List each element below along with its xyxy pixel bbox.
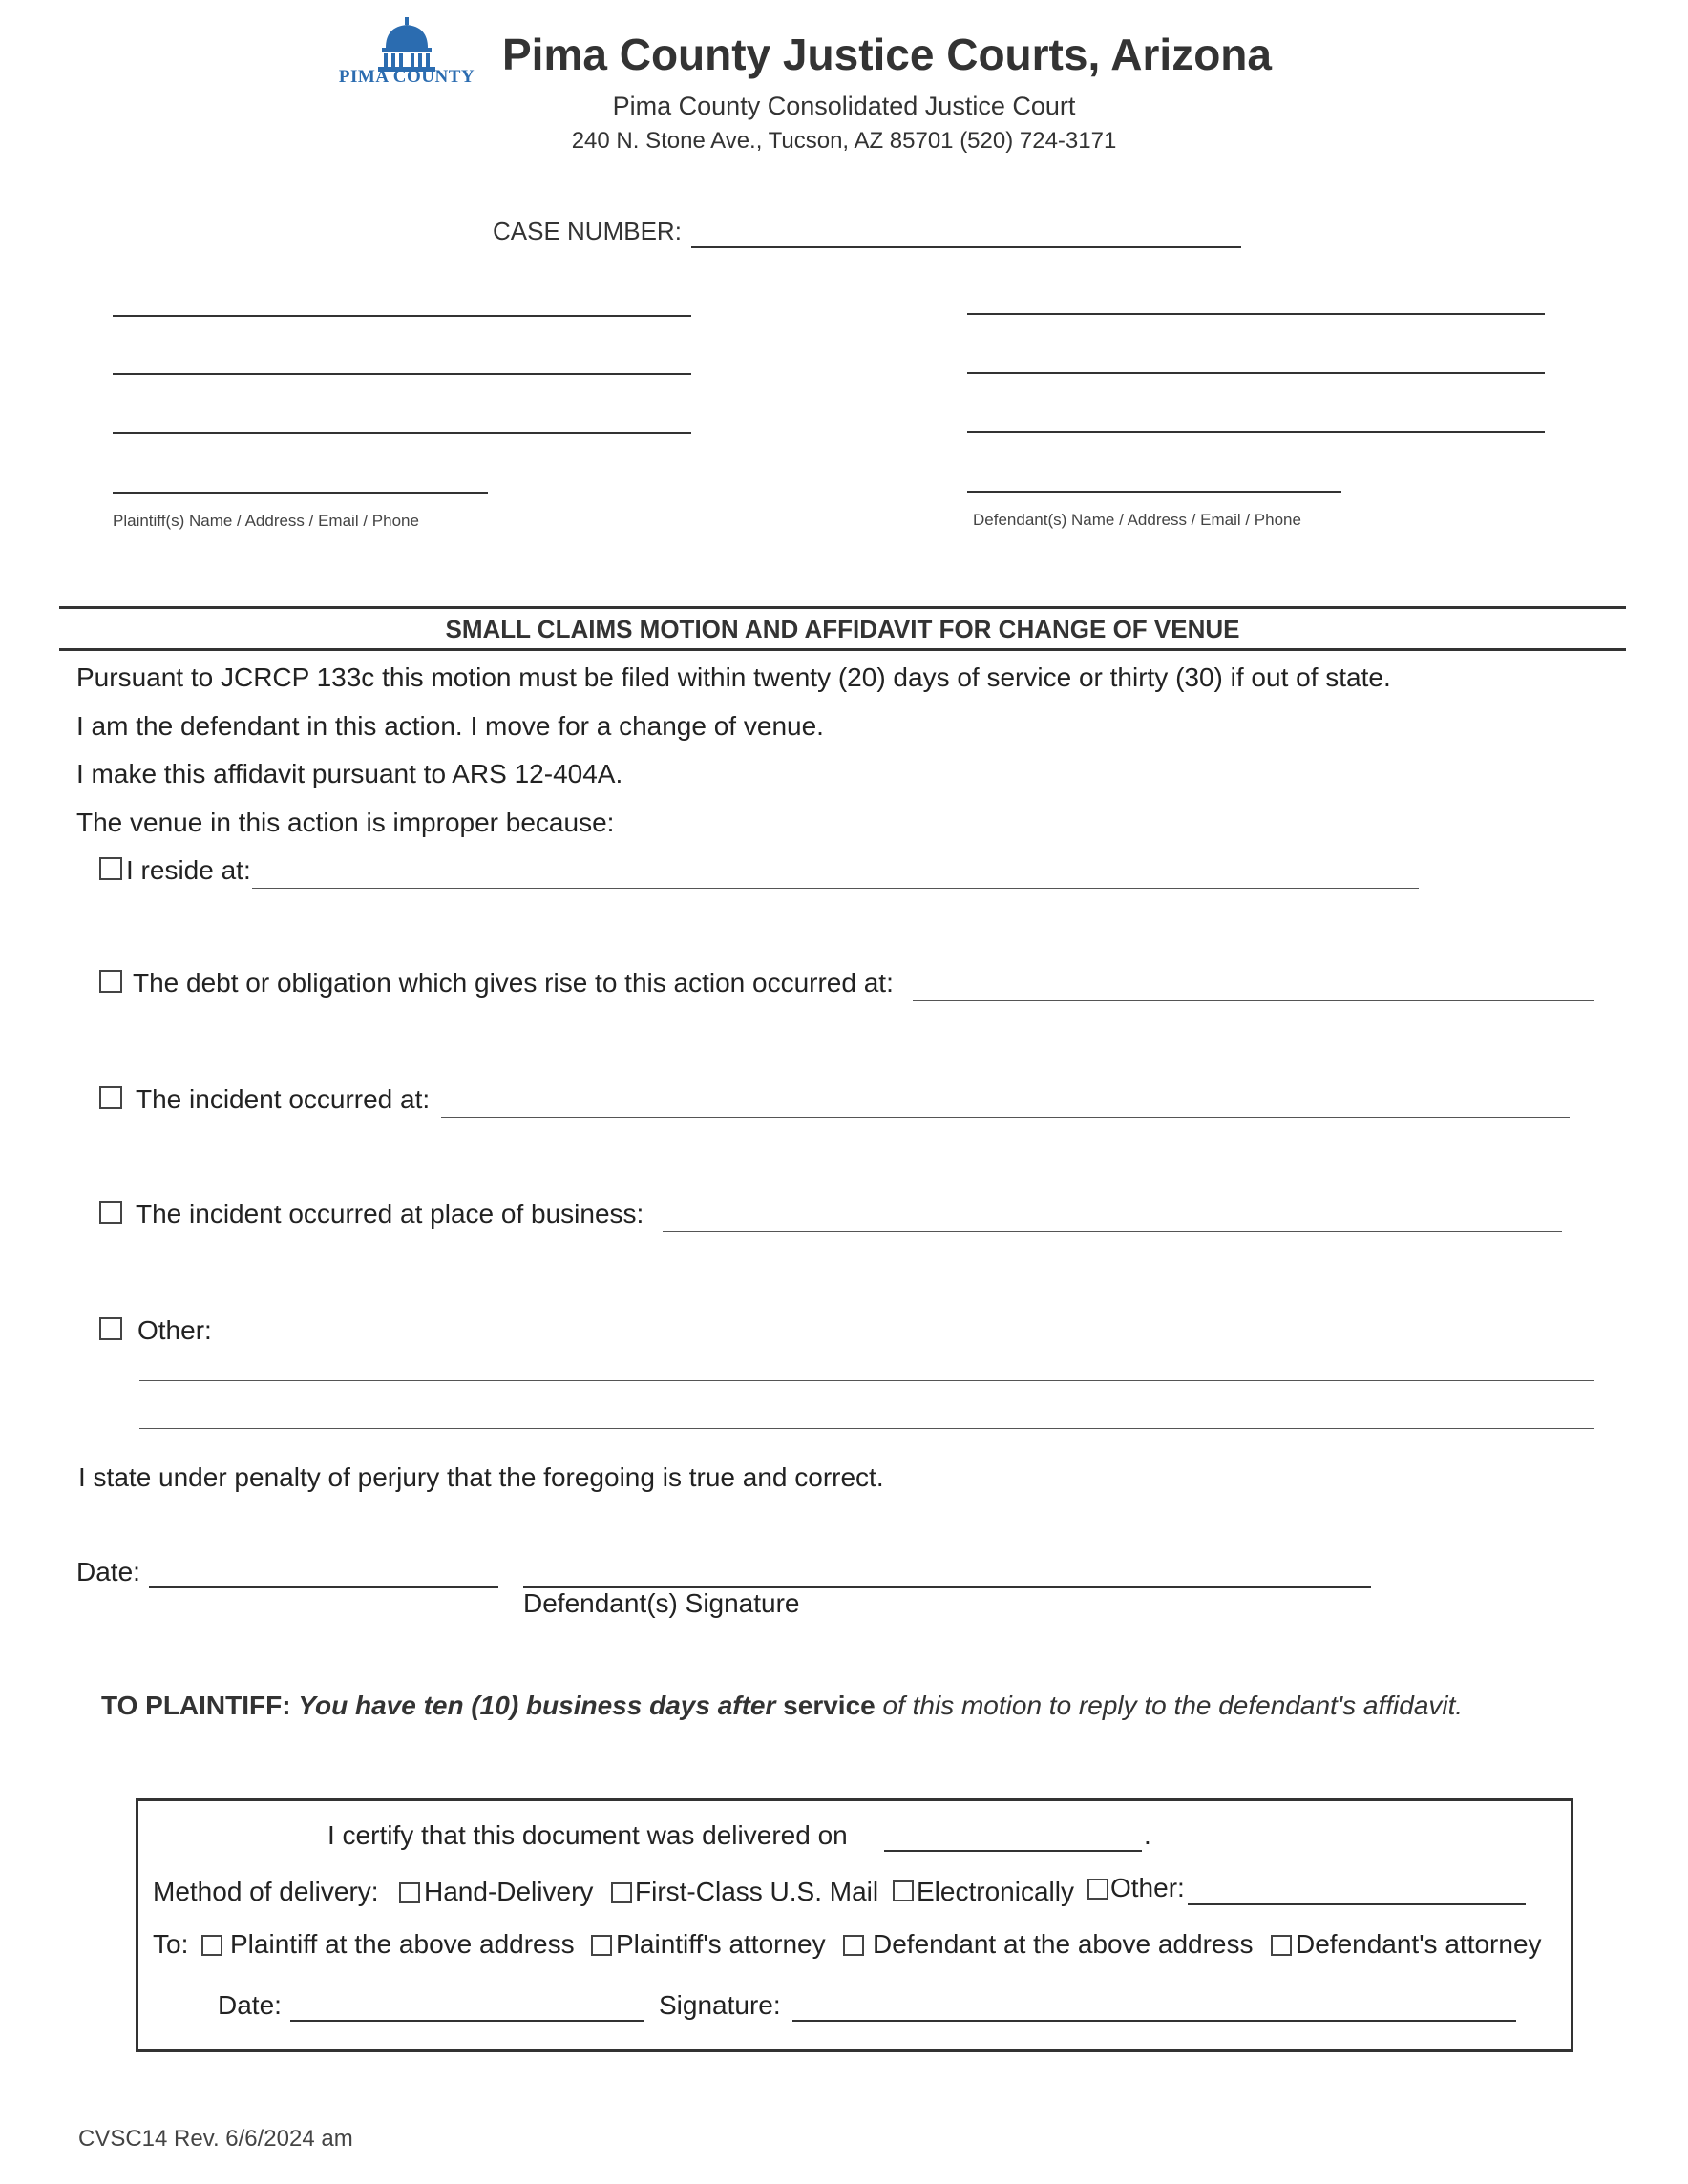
reside-checkbox[interactable] (99, 857, 122, 880)
defendant-line[interactable] (967, 313, 1545, 315)
reside-field[interactable] (252, 888, 1419, 889)
notice-bold: TO PLAINTIFF: (101, 1690, 291, 1720)
business-checkbox[interactable] (99, 1201, 122, 1224)
to-label: To: (153, 1929, 189, 1959)
plaintiff-attorney-checkbox[interactable] (591, 1935, 612, 1956)
intro-line: I am the defendant in this action. I move for a change of venue. (76, 711, 824, 741)
hand-delivery-checkbox[interactable] (399, 1882, 420, 1903)
incident-label: The incident occurred at: (136, 1084, 431, 1114)
plaintiff-line[interactable] (113, 373, 691, 375)
certificate-date-label: Date: (218, 1990, 282, 2020)
perjury-statement: I state under penalty of perjury that the foregoing is true and correct. (78, 1462, 884, 1492)
defendant-caption: Defendant(s) Name / Address / Email / Phone (973, 511, 1301, 529)
intro-line: Pursuant to JCRCP 133c this motion must be filed within twenty (20) days of service or thirty (30) if out of state. (76, 662, 1391, 692)
plaintiff-notice (101, 1690, 1463, 1721)
business-label: The incident occurred at place of business: (136, 1199, 644, 1228)
plaintiff-caption: Plaintiff(s) Name / Address / Email / Phone (113, 512, 419, 530)
notice-service: service (783, 1690, 876, 1720)
incident-checkbox[interactable] (99, 1086, 122, 1109)
certificate-signature-label: Signature: (659, 1990, 781, 2020)
debt-field[interactable] (913, 1000, 1594, 1001)
page-title: Pima County Justice Courts, Arizona (502, 30, 1272, 79)
date-label: Date: (76, 1557, 140, 1586)
business-field[interactable] (663, 1231, 1562, 1232)
defendant-line[interactable] (967, 372, 1545, 374)
reside-label: I reside at: (126, 855, 251, 885)
recipient-option: Defendant at the above address (873, 1929, 1254, 1959)
logo-text: PIMA COUNTY (338, 67, 475, 87)
other-method-field[interactable] (1188, 1903, 1526, 1905)
capitol-dome-icon (336, 15, 477, 73)
form-revision: CVSC14 Rev. 6/6/2024 am (78, 2126, 353, 2152)
heading-rule-top (59, 606, 1626, 609)
electronic-checkbox[interactable] (893, 1880, 914, 1901)
recipient-option: Plaintiff's attorney (616, 1929, 826, 1959)
defendant-attorney-checkbox[interactable] (1271, 1935, 1292, 1956)
method-option: Hand-Delivery (424, 1877, 594, 1906)
plaintiff-line[interactable] (113, 315, 691, 317)
certificate-date-field[interactable] (290, 2020, 644, 2022)
method-option: First-Class U.S. Mail (635, 1877, 879, 1906)
signature-caption: Defendant(s) Signature (523, 1588, 800, 1618)
incident-field[interactable] (441, 1117, 1570, 1118)
recipient-option: Defendant's attorney (1296, 1929, 1542, 1959)
plaintiff-line[interactable] (113, 492, 488, 494)
notice-italic: You have ten (10) business days after (298, 1690, 776, 1720)
certify-end: . (1144, 1820, 1151, 1850)
debt-checkbox[interactable] (99, 970, 122, 993)
case-number-label: CASE NUMBER: (493, 217, 682, 245)
heading-rule-bottom (59, 648, 1626, 651)
intro-line: I make this affidavit pursuant to ARS 12-404A. (76, 759, 623, 788)
county-logo (336, 15, 477, 88)
case-number-field[interactable] (691, 246, 1241, 248)
defendant-line[interactable] (967, 491, 1341, 493)
delivery-date-field[interactable] (884, 1850, 1142, 1852)
plaintiff-address-checkbox[interactable] (201, 1935, 222, 1956)
other-field[interactable] (139, 1380, 1594, 1381)
mail-checkbox[interactable] (611, 1882, 632, 1903)
method-option: Electronically (917, 1877, 1074, 1906)
form-heading: SMALL CLAIMS MOTION AND AFFIDAVIT FOR CHANGE OF VENUE (445, 615, 1240, 643)
date-field[interactable] (149, 1586, 498, 1588)
other-field[interactable] (139, 1428, 1594, 1429)
other-checkbox[interactable] (99, 1317, 122, 1340)
intro-line: The venue in this action is improper because: (76, 808, 615, 837)
certify-text: I certify that this document was delivered on (327, 1820, 848, 1850)
plaintiff-line[interactable] (113, 432, 691, 434)
debt-label: The debt or obligation which gives rise to this action occurred at: (133, 968, 894, 998)
court-name: Pima County Consolidated Justice Court (612, 92, 1076, 120)
other-method-checkbox[interactable] (1087, 1879, 1108, 1900)
defendant-address-checkbox[interactable] (843, 1935, 864, 1956)
recipient-option: Plaintiff at the above address (230, 1929, 575, 1959)
other-label: Other: (137, 1315, 212, 1345)
notice-italic: of this motion to reply to the defendant's affidavit. (882, 1690, 1464, 1720)
court-address: 240 N. Stone Ave., Tucson, AZ 85701 (520) 724-3171 (571, 128, 1117, 154)
method-option: Other: (1110, 1873, 1185, 1902)
method-label: Method of delivery: (153, 1877, 379, 1906)
defendant-line[interactable] (967, 431, 1545, 433)
certificate-signature-field[interactable] (792, 2020, 1516, 2022)
